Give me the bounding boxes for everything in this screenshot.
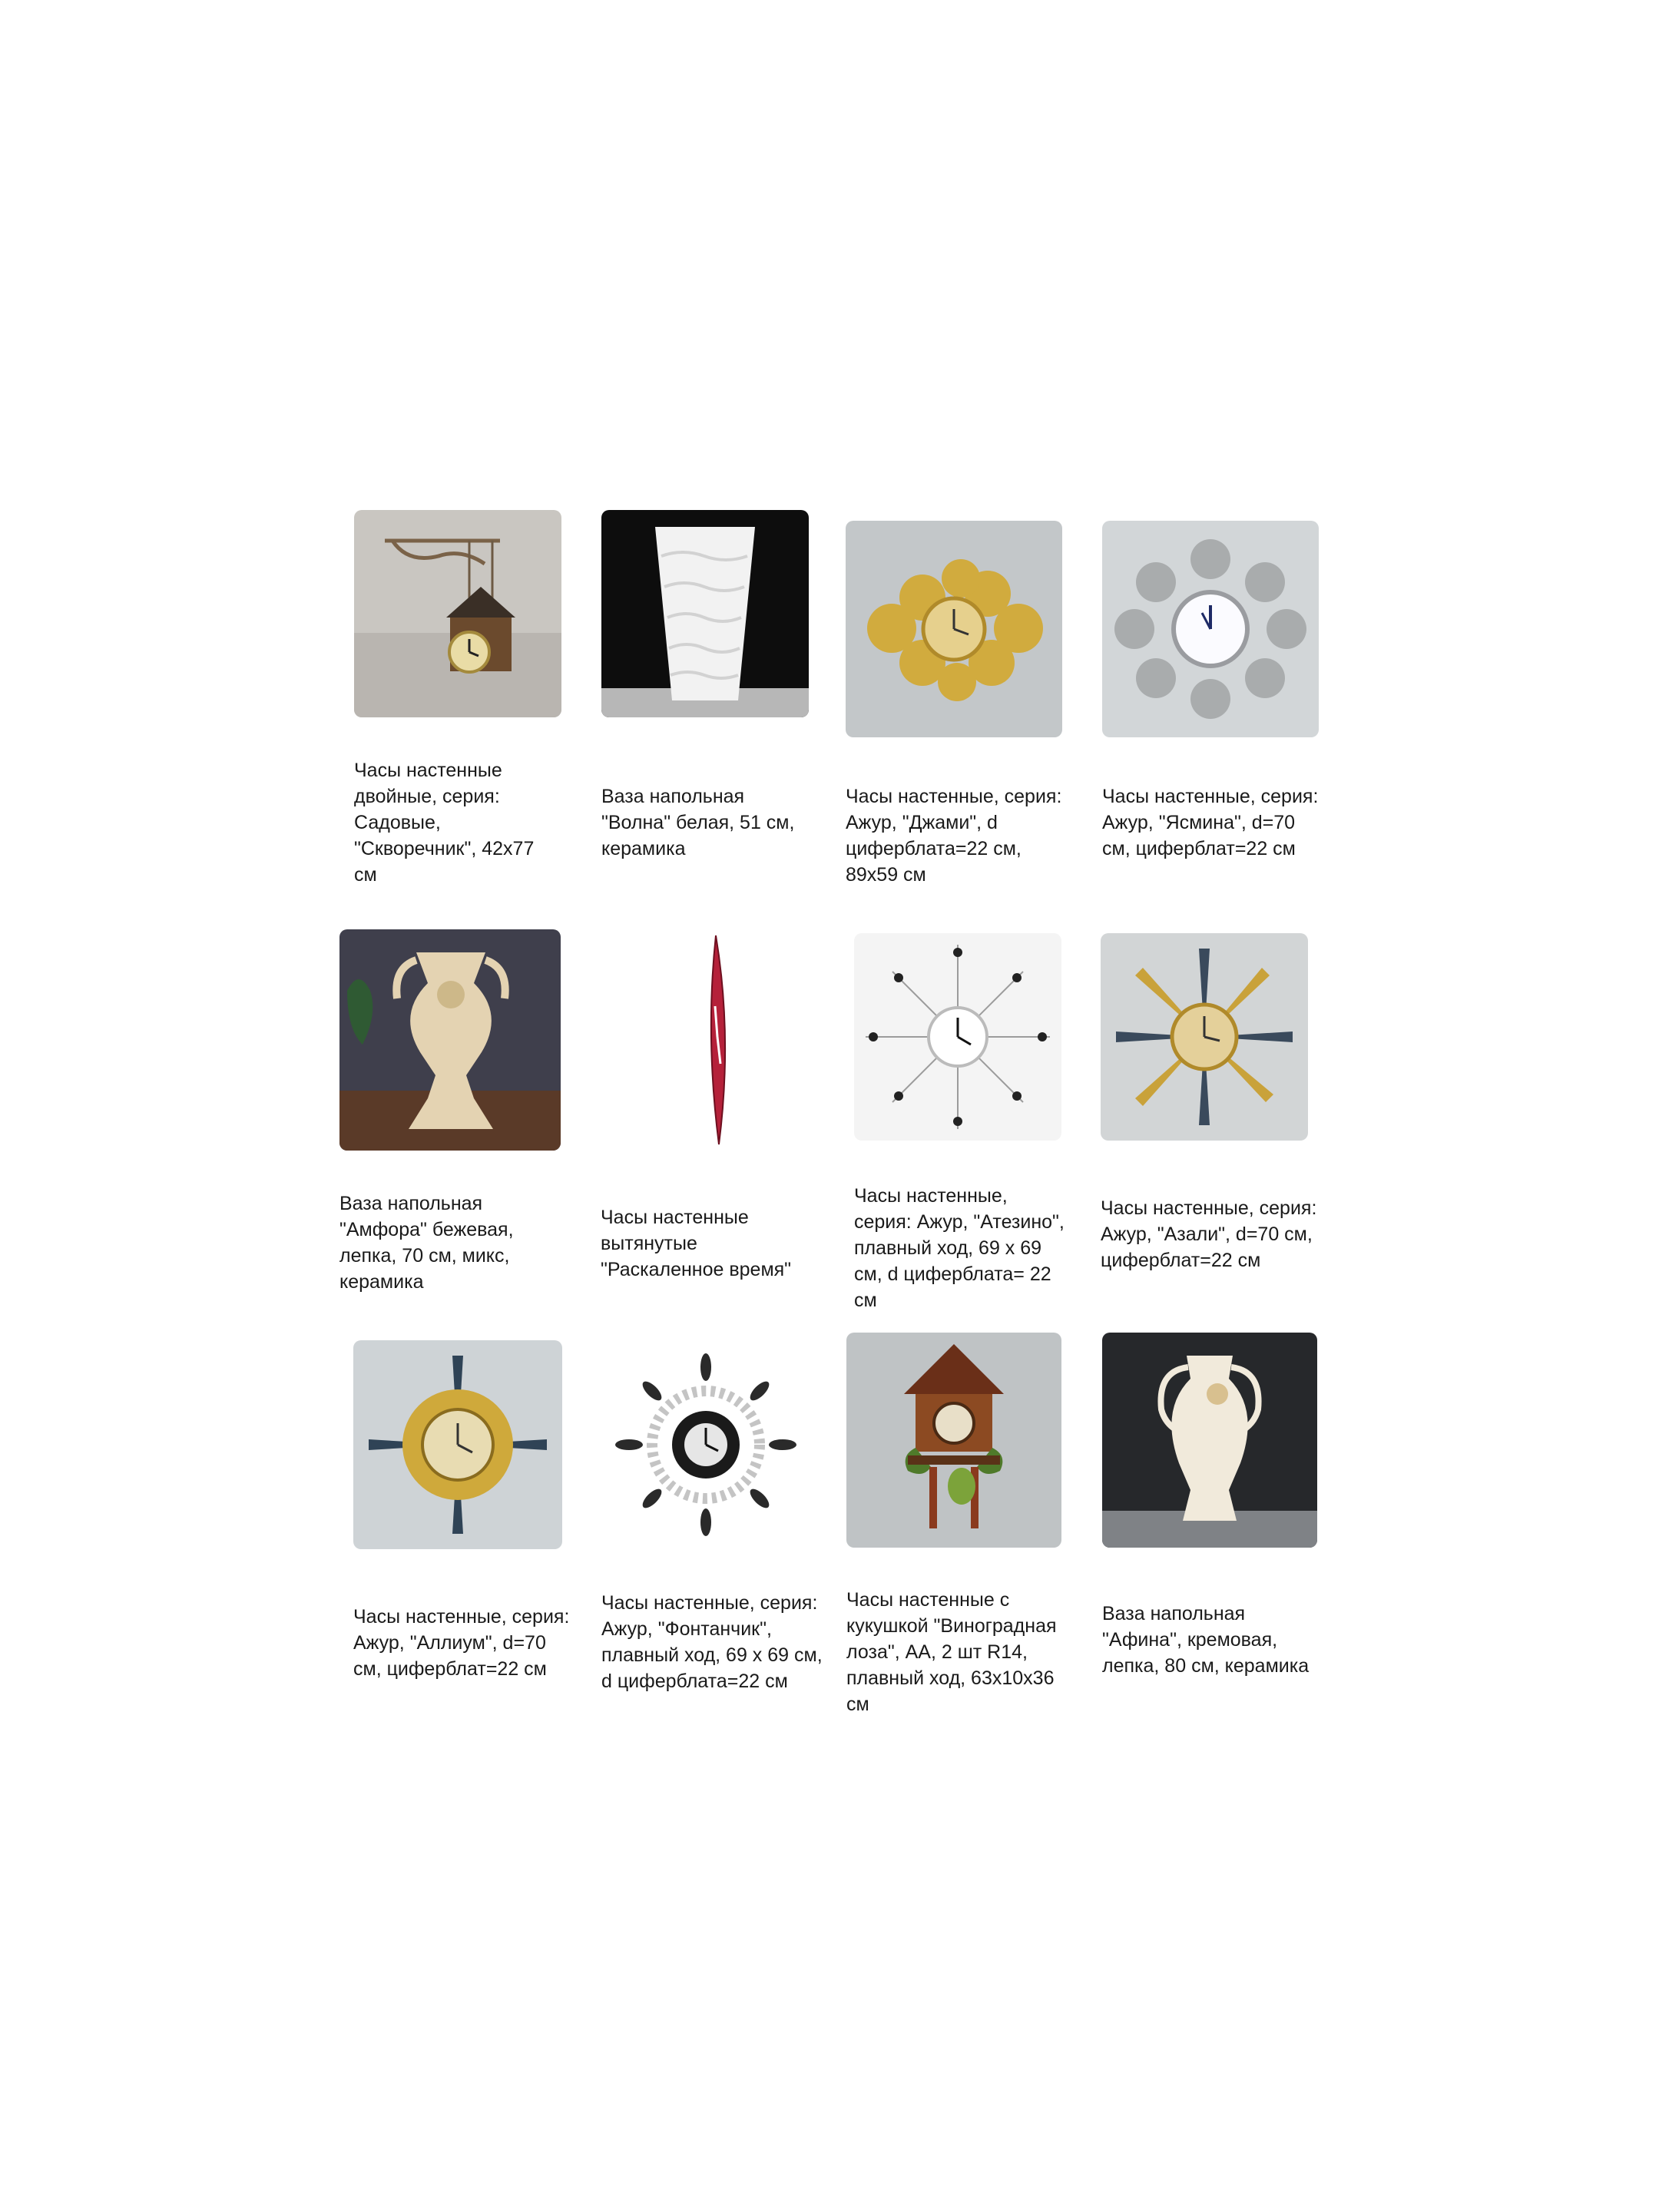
product-title[interactable]: Часы настенные, серия: Ажур, "Фонтанчик", плавный ход, 69 х 69 см, d циферблата=22 см — [601, 1592, 823, 1692]
product-title[interactable]: Часы настенные, серия: Ажур, "Атезино", плавный ход, 69 х 69 см, d циферблата= 22 см — [854, 1185, 1065, 1311]
product-image[interactable] — [846, 521, 1062, 737]
product-title[interactable]: Ваза напольная "Волна" белая, 51 см, керамика — [601, 786, 795, 859]
fountain-clock-picture — [601, 1340, 810, 1549]
wave-vase-picture — [601, 510, 809, 717]
gold-sun-clock-picture — [353, 1340, 562, 1549]
crystal-burst-clock-picture — [854, 933, 1061, 1141]
product-image[interactable] — [354, 510, 561, 717]
product-title[interactable]: Часы настенные, серия: Ажур, "Ясмина", d=70 см, циферблат=22 см — [1102, 786, 1319, 859]
product-title[interactable]: Часы настенные, серия: Ажур, "Джами", d циферблата=22 см, 89х59 см — [846, 786, 1062, 886]
red-elongated-clock-picture — [601, 929, 822, 1151]
product-image[interactable] — [846, 1333, 1061, 1548]
gold-leaf-clock-picture — [846, 521, 1062, 737]
product-title[interactable]: Ваза напольная "Афина", кремовая, лепка, 80 см, керамика — [1102, 1603, 1310, 1677]
product-image[interactable] — [1101, 933, 1308, 1141]
cuckoo-clock-picture — [846, 1333, 1061, 1548]
sunburst-clock-picture — [1101, 933, 1308, 1141]
product-image[interactable] — [339, 929, 561, 1151]
product-image[interactable] — [854, 933, 1061, 1141]
product-image[interactable] — [601, 929, 822, 1151]
product-image[interactable] — [601, 510, 809, 717]
product-image[interactable] — [1102, 521, 1319, 737]
product-title[interactable]: Часы настенные с кукушкой "Виноградная лоза", АА, 2 шт R14, плавный ход, 63х10х36 см — [846, 1589, 1057, 1715]
product-title[interactable]: Ваза напольная "Амфора" бежевая, лепка, 70 см, микс, керамика — [339, 1193, 514, 1293]
product-image[interactable] — [1102, 1333, 1317, 1548]
product-title[interactable]: Часы настенные двойные, серия: Садовые, "Скворечник", 42х77 см — [354, 760, 535, 886]
product-title[interactable]: Часы настенные вытянутые "Раскаленное время" — [601, 1207, 792, 1280]
product-title[interactable]: Часы настенные, серия: Ажур, "Азали", d=70 см, циферблат=22 см — [1101, 1197, 1317, 1271]
product-image[interactable] — [601, 1340, 810, 1549]
athena-vase-picture — [1102, 1333, 1317, 1548]
amphora-vase-picture — [339, 929, 561, 1151]
silver-flower-clock-picture — [1102, 521, 1319, 737]
product-image[interactable] — [353, 1340, 562, 1549]
product-title[interactable]: Часы настенные, серия: Ажур, "Аллиум", d=70 см, циферблат=22 см — [353, 1606, 570, 1680]
birdhouse-clock-picture — [354, 510, 561, 717]
